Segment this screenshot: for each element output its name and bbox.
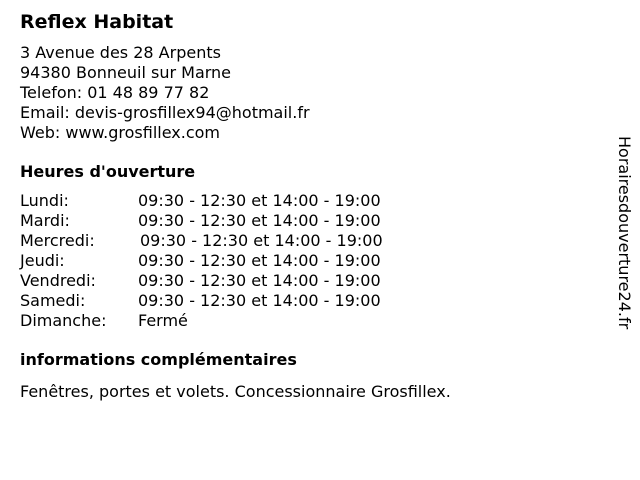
opening-hours-heading: Heures d'ouverture xyxy=(20,162,196,181)
hours-row-wednesday xyxy=(20,231,600,251)
opening-hours-table xyxy=(20,191,600,331)
hours-row-thursday xyxy=(20,251,600,271)
additional-info-text: Fenêtres, portes et volets. Concessionnaire Grosfillex. xyxy=(20,382,451,401)
day-label: Samedi: xyxy=(20,291,86,310)
email-address[interactable]: Email: devis-grosfillex94@hotmail.fr xyxy=(20,103,310,122)
address-line-1: 3 Avenue des 28 Arpents xyxy=(20,43,221,62)
hours-row-monday xyxy=(20,191,600,211)
day-label: Dimanche: xyxy=(20,311,107,330)
day-hours: 09:30 - 12:30 et 14:00 - 19:00 xyxy=(138,271,381,290)
hours-row-saturday xyxy=(20,291,600,311)
day-hours: 09:30 - 12:30 et 14:00 - 19:00 xyxy=(138,291,381,310)
business-card xyxy=(20,10,600,402)
day-label: Vendredi: xyxy=(20,271,96,290)
day-label: Mercredi: xyxy=(20,231,95,250)
hours-row-tuesday xyxy=(20,211,600,231)
business-name: Reflex Habitat xyxy=(20,11,174,33)
day-label: Mardi: xyxy=(20,211,70,230)
day-hours: 09:30 - 12:30 et 14:00 - 19:00 xyxy=(138,251,381,270)
day-label: Jeudi: xyxy=(20,251,65,270)
day-hours: 09:30 - 12:30 et 14:00 - 19:00 xyxy=(140,231,383,250)
additional-info-heading: informations complémentaires xyxy=(20,350,297,369)
site-watermark: Horairesdouverture24.fr xyxy=(615,136,634,330)
day-hours: 09:30 - 12:30 et 14:00 - 19:00 xyxy=(138,191,381,210)
address-line-2: 94380 Bonneuil sur Marne xyxy=(20,63,232,82)
hours-row-sunday xyxy=(20,311,600,331)
website[interactable]: Web: www.grosfillex.com xyxy=(20,123,220,142)
hours-row-friday xyxy=(20,271,600,291)
day-hours: Fermé xyxy=(138,311,188,330)
phone-number[interactable]: Telefon: 01 48 89 77 82 xyxy=(20,83,210,102)
day-hours: 09:30 - 12:30 et 14:00 - 19:00 xyxy=(138,211,381,230)
day-label: Lundi: xyxy=(20,191,69,210)
